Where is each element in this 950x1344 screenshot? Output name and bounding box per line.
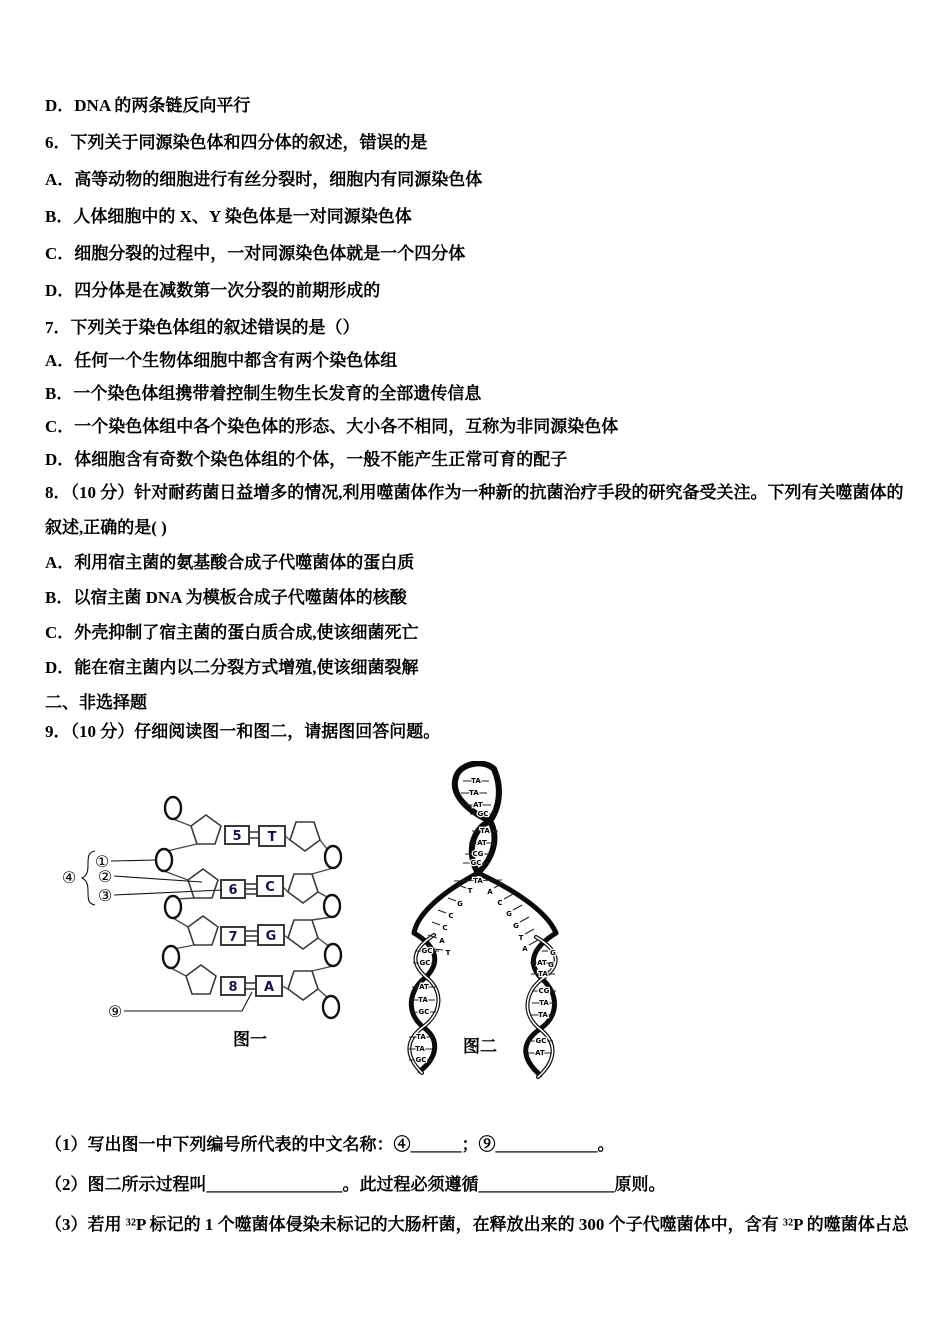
section-2-heading: 二、非选择题 — [45, 693, 147, 712]
callout-2-sugar: ② — [97, 867, 113, 886]
figure1-caption: 图一 — [233, 1030, 267, 1049]
callout-3-base: ③ — [97, 886, 113, 905]
question-5-option-d: D．DNA 的两条链反向平行 — [45, 96, 251, 115]
figure1-dna-segment-diagram — [55, 761, 395, 1061]
question-7-option-c: C．一个染色体组中各个染色体的形态、大小各不相同，互称为非同源染色体 — [45, 417, 619, 436]
rung-label: CG — [538, 987, 550, 995]
question-9-sub2: （2）图二所示过程叫________________。此过程必须遵循________________原则。 — [45, 1175, 666, 1194]
eye-base-label: A — [522, 945, 528, 953]
question-6-option-b: B．人体细胞中的 X、Y 染色体是一对同源染色体 — [45, 207, 412, 226]
base-letter-boxes — [256, 826, 285, 996]
base-letter-label: G — [265, 929, 277, 944]
question-9-stem: 9．（10 分）仔细阅读图一和图二，请据图回答问题。 — [45, 722, 441, 741]
question-7-option-d: D．体细胞含有奇数个染色体组的个体，一般不能产生正常可育的配子 — [45, 450, 568, 469]
question-8-option-d: D．能在宿主菌内以二分裂方式增殖,使该细菌裂解 — [45, 658, 419, 677]
rung-label: GC — [535, 1037, 547, 1045]
rung-label: AT — [477, 839, 487, 847]
question-8-option-b: B．以宿主菌 DNA 为模板合成子代噬菌体的核酸 — [45, 588, 407, 607]
rung-label: TA — [471, 777, 481, 785]
question-7-stem: 7．下列关于染色体组的叙述错误的是（） — [45, 318, 360, 337]
rung-label: TA — [539, 999, 549, 1007]
number-box-label: 7 — [228, 930, 238, 945]
number-box-label: 6 — [228, 883, 238, 898]
rung-label: AT — [535, 1049, 545, 1057]
question-6-option-d: D．四分体是在减数第一次分裂的前期形成的 — [45, 281, 381, 300]
question-6-stem: 6．下列关于同源染色体和四分体的叙述，错误的是 — [45, 133, 428, 152]
eye-base-label: C — [448, 912, 454, 920]
rung-label: TA — [473, 877, 483, 885]
eye-base-label: A — [439, 937, 445, 945]
rung-label: TA — [538, 1011, 548, 1019]
base-letter-label: C — [265, 880, 275, 895]
eye-base-label: G — [548, 961, 554, 969]
rung-label: GC — [418, 1008, 430, 1016]
rung-label: GC — [415, 1056, 427, 1064]
question-6-option-a: A．高等动物的细胞进行有丝分裂时，细胞内有同源染色体 — [45, 170, 483, 189]
rung-label: CG — [472, 850, 484, 858]
callout-1-phosphate: ① — [94, 852, 110, 871]
base-letter-label: A — [263, 980, 275, 995]
rung-label: TA — [418, 996, 428, 1004]
rung-label: GC — [421, 947, 433, 955]
rung-label: AT — [419, 983, 429, 991]
rung-label: TA — [415, 1045, 425, 1053]
number-box-label: 5 — [232, 829, 242, 844]
question-8-stem-line1: 8．（10 分）针对耐药菌日益增多的情况,利用噬菌体作为一种新的抗菌治疗手段的研究备受关注。下列有关噬菌体的 — [45, 483, 904, 502]
question-8-option-a: A．利用宿主菌的氨基酸合成子代噬菌体的蛋白质 — [45, 553, 415, 572]
callout-9-hydrogen-bond: ⑨ — [107, 1002, 123, 1021]
question-7-option-b: B．一个染色体组携带着控制生物生长发育的全部遗传信息 — [45, 384, 482, 403]
question-9-sub1: （1）写出图一中下列编号所代表的中文名称：④______；⑨____________。 — [45, 1135, 615, 1154]
eye-base-label: T — [467, 887, 473, 895]
question-6-option-c: C．细胞分裂的过程中，一对同源染色体就是一个四分体 — [45, 244, 466, 263]
base-letter-label: T — [267, 830, 277, 845]
rung-label: AT — [473, 801, 483, 809]
eye-base-label: T — [518, 934, 524, 942]
callout-4-nucleotide: ④ — [61, 868, 77, 887]
eye-base-label: T — [445, 949, 451, 957]
eye-base-label: G — [513, 922, 519, 930]
rung-label: AT — [537, 959, 547, 967]
eye-base-label: G — [457, 900, 463, 908]
eye-base-label: C — [497, 899, 503, 907]
question-8-stem-line2: 叙述,正确的是( ) — [45, 518, 167, 537]
hydrogen-bond-lines — [245, 832, 259, 989]
rung-label: TA — [469, 789, 479, 797]
deoxyribose-pentagons — [186, 815, 320, 1000]
rung-label: TA — [416, 1033, 426, 1041]
eye-base-label: C — [442, 924, 448, 932]
rung-label: GC — [470, 859, 482, 867]
figures-row — [45, 761, 910, 1093]
question-9-sub3: （3）若用 ³²P 标记的 1 个噬菌体侵染未标记的大肠杆菌，在释放出来的 300 个子代噬菌体中，含有 ³²P 的噬菌体占总 — [45, 1215, 909, 1234]
eye-base-label: G — [550, 949, 556, 957]
base-number-boxes — [221, 826, 249, 995]
figure2-dna-replication-diagram — [390, 761, 600, 1081]
rung-label: TA — [480, 827, 490, 835]
eye-base-label: A — [487, 888, 493, 896]
question-7-option-a: A．任何一个生物体细胞中都含有两个染色体组 — [45, 351, 398, 370]
question-8-option-c: C．外壳抑制了宿主菌的蛋白质合成,使该细菌死亡 — [45, 623, 419, 642]
eye-base-label: G — [506, 910, 512, 918]
figure2-caption: 图二 — [463, 1037, 497, 1056]
rung-label: GC — [419, 959, 431, 967]
rung-label: TA — [538, 970, 548, 978]
rung-label: GC — [477, 810, 489, 818]
number-box-label: 8 — [228, 980, 238, 995]
